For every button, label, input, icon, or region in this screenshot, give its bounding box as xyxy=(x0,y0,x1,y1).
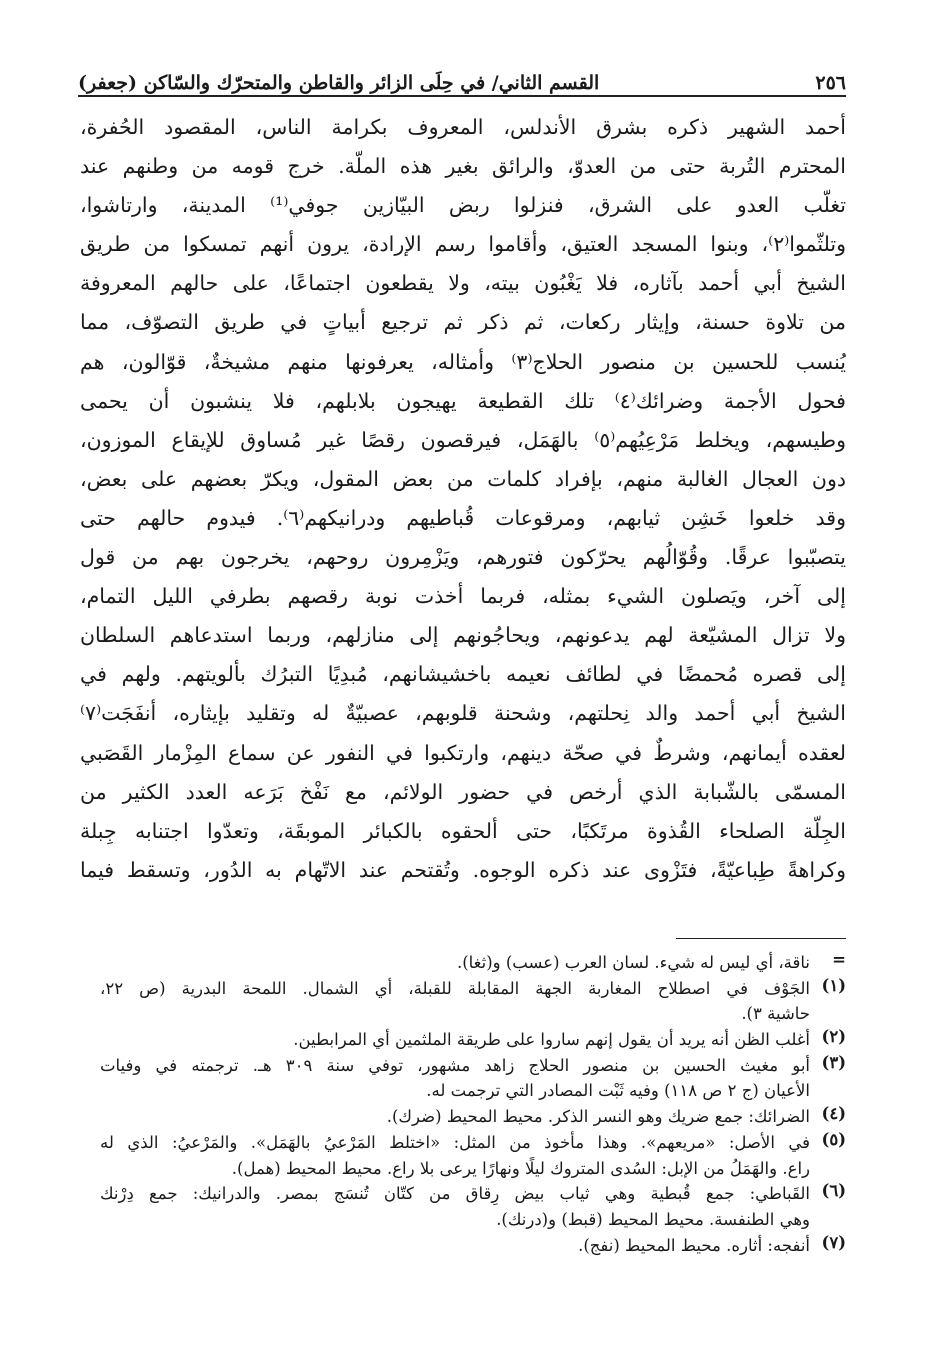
footnote-separator xyxy=(676,938,846,939)
text-line: وتلثّموا⁽٢⁾، وبنوا المسجد العتيق، وأقاموا رسم الإرادة، يرون أنهم تمسكوا من طريق xyxy=(80,232,846,257)
footnote xyxy=(100,1104,846,1130)
footnote-line: في الأصل: «مريعهم». وهذا مأخوذ من المثل: «اختلط المَرْعيُ بالهَمَل». والمَرْعيُ: الذي له xyxy=(100,1132,810,1152)
page-number: ٢٥٦ xyxy=(815,72,846,94)
footnote-number: (١) xyxy=(821,975,846,995)
text-line: يُنسب للحسين بن منصور الحلاج⁽٣⁾ وأمثاله، يعرفونها منهم مشيخةٌ، قوّالون، هم xyxy=(80,349,846,374)
footnote-line: حاشية ٣). xyxy=(741,1004,810,1024)
footnote xyxy=(100,1027,846,1053)
footnote xyxy=(100,1053,846,1104)
footnote xyxy=(100,1181,846,1232)
main-text xyxy=(80,108,846,890)
text-line: المسمّى بالشّبابة الذي أرخص في حضور الولائم، مع نَفْخ بَرَعه العدد الكثير من xyxy=(80,779,846,804)
text-line: دون العجال الغالبة منهم، بإفراد كلمات من بعض المقول، ويكرّ بعضهم على بعض، xyxy=(80,466,846,491)
footnote-number: (٤) xyxy=(821,1104,846,1124)
text-line: الجِلّة الصلحاء القُذوة مرتَكبًا، حتى ألحقوه بالكبائر الموبقَة، وتعدّوا اجتنابه جِبلة xyxy=(80,818,846,843)
footnote-line: وهي الطنفسة. محيط المحيط (قبط) و(درنك). xyxy=(496,1209,810,1229)
footnote-number: (٦) xyxy=(821,1181,846,1201)
text-line: إلى آخر، ويَصلون الشيء بمثله، فربما أخذت نوبة رقصهم بطرفي الليل التمام، xyxy=(80,584,846,609)
text-line: الشيخ أبي أحمد بآثاره، فلا يَغْبُون بيته، ولا يقطعون اجتماعًا، على حالهم المعروفة xyxy=(80,271,846,296)
footnote-number: = xyxy=(832,950,846,969)
footnote-line: ناقة، أي ليس له شيء. لسان العرب (عسب) و(ثغا). xyxy=(456,953,810,972)
footnote-line: القَباطي: جمع قُبطية وهي ثياب بيض رِقاق من كتّان تُنسَج بمصر. والدرانيك: جمع دِرْنك xyxy=(100,1184,810,1204)
text-line: ولا تزال المشيّعة لهم يدعونهم، ويحاجُونهم إلى منازلهم، وربما استدعاهم السلطان xyxy=(80,623,846,648)
footnote xyxy=(100,976,846,1027)
text-line: المحترم التُربة حتى من العدوّ، والرائق بغير هذه الملّة. خرج قومه من وطنهم عند xyxy=(80,154,846,179)
header-rule xyxy=(78,95,846,97)
footnote-number: (٢) xyxy=(821,1027,846,1047)
text-line: وكراهةً طِباعيّةً، فتَزْوى عند ذكره الوجوه. وتُقتحم عند الاتّهام به الدُور، وتسقط فيما xyxy=(80,857,846,882)
footnote xyxy=(100,950,846,976)
footnote-number: (٣) xyxy=(821,1052,846,1072)
footnote-number: (٧) xyxy=(821,1232,846,1252)
footnote-line: أبو مغيث الحسين بن منصور الحلاج زاهد مشهور، توفي سنة ٣٠٩ هـ. ترجمته في وفيات xyxy=(100,1055,810,1075)
footnote-line: أغلب الظن أنه يريد أن يقول إنهم ساروا على طريقة الملثمين أي المرابطين. xyxy=(293,1030,810,1050)
footnote-line: الجَوْف في اصطلاح المغاربة الجهة المقابلة للقبلة، أي الشمال. اللمحة البدرية (ص ٢٢، xyxy=(100,978,810,998)
footnote-line: راع. والهَمَلُ من الإبل: السُدى المتروك ليلًا ونهارًا يرعى بلا راع. محيط المحيط (همل). xyxy=(231,1158,810,1178)
text-line: الشيخ أبي أحمد والد نِحلتهم، وشحنة قلوبهم، عصبيّةٌ له وتقليد بإيثاره، أنفَجَت⁽٧⁾ xyxy=(80,701,846,726)
running-header xyxy=(78,60,846,94)
text-line: تغلّب العدو على الشرق، فنزلوا ربض البيّازين جوفي⁽¹⁾ المدينة، وارتاشوا، xyxy=(80,193,846,218)
footnote xyxy=(100,1233,846,1259)
footnote xyxy=(100,1130,846,1181)
footnote-line: الأعيان (ج ٢ ص ١١٨) وفيه ثَبْت المصادر التي ترجمت له. xyxy=(426,1081,810,1101)
text-line: فحول الأجمة وضرائك⁽٤⁾ تلك القطيعة يهيجون بلابلهم، فلا ينشبون أن يحمى xyxy=(80,388,846,413)
footnote-number: (٥) xyxy=(821,1129,846,1149)
text-line: وقد خلعوا خَشِن ثيابهم، ومرقوعات قُباطيهم ودرانيكهم⁽٦⁾. فيدوم حالهم حتى xyxy=(80,505,846,530)
text-line: وطيسهم، ويخلط مَرْعِيُهم⁽٥⁾ بالهَمَل، فيرقصون رقصًا غير مُساوق للإيقاع الموزون، xyxy=(80,427,846,452)
text-line: أحمد الشهير ذكره بشرق الأندلس، المعروف بكرامة الناس، المقصود الحُفرة، xyxy=(80,115,846,139)
footnote-line: الضرائك: جمع ضريك وهو النسر الذكر. محيط المحيط (ضرك). xyxy=(386,1107,810,1127)
running-title: القسم الثاني/ في حِلَى الزائر والقاطن والمتحرّك والسّاكن (جعفر) xyxy=(78,72,600,94)
footnotes xyxy=(100,950,846,1258)
text-line: من تلاوة حسنة، وإيثار ركعات، ثم ذكر ثم ترجيع أبياتٍ في طريق التصوّف، مما xyxy=(80,310,846,335)
text-line: يتصبّبوا عرقًا. وقُوّالُهم يحرّكون فتورهم، ويَزْمِرون روحهم، يخرجون بهم من قول xyxy=(80,545,846,570)
text-line: إلى قصره مُحمضًا في لطائف نعيمه باخشيشانهم، مُبدِيًا التبرُك بألويتهم. ولهم في xyxy=(80,662,846,687)
text-line: لعقده أيمانهم، وشرطٌ في صحّة دينهم، وارتكبوا في النفور عن سماع المِزْمار القَصَبي xyxy=(80,740,846,765)
footnote-line: أنفجه: أثاره. محيط المحيط (نفج). xyxy=(578,1235,810,1255)
